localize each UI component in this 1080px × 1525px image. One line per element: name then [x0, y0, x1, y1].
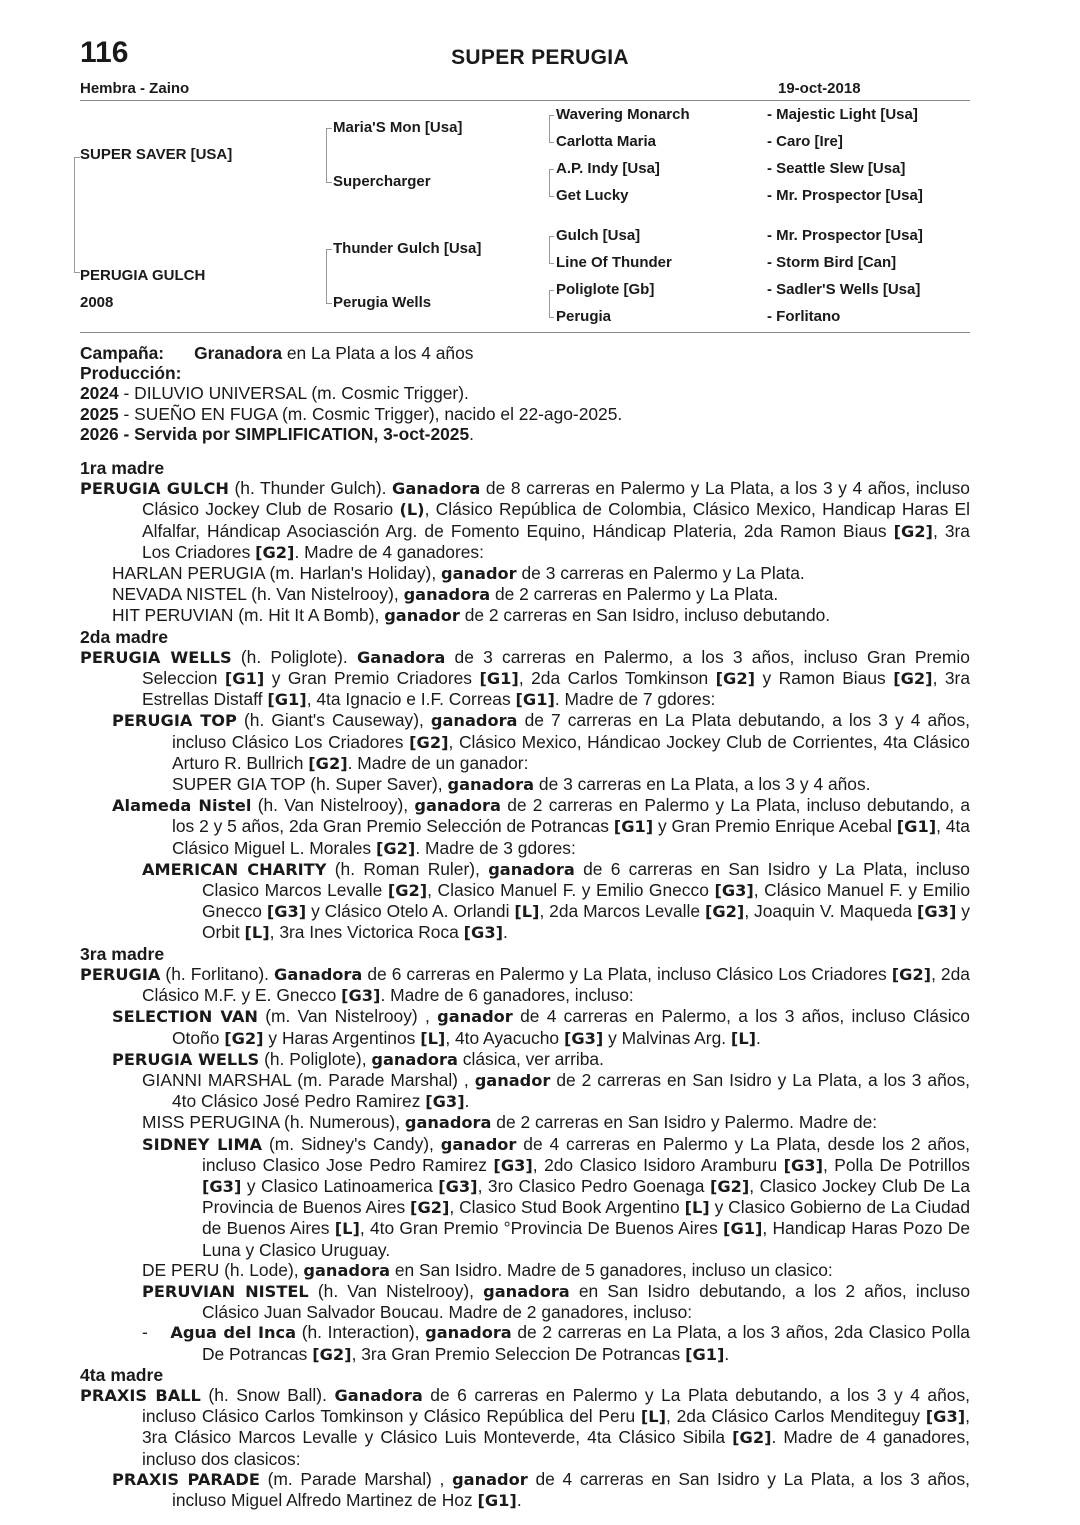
- production-item: [80, 383, 970, 403]
- offspring-entry: Alameda Nistel (h. Van Nistelrooy), ganadora de 2 carreras en Palermo y La Plata, incluso debutando, a los 2 y 5 años, 2da Gran Premio Selección de Potrancas [G1] y Gran Premio Enrique Acebal [G1], 4ta Clásico Miguel L. Morales [G2]. Madre de 3 gdores:: [112, 795, 970, 858]
- pedigree-sire: SUPER SAVER [USA]: [80, 146, 233, 163]
- pedigree-great-grandparent: Wavering Monarch: [556, 106, 690, 123]
- production-text: - Servida por SIMPLIFICATION, 3-oct-2025: [123, 423, 470, 444]
- pedigree-tick: [326, 182, 332, 183]
- offspring-entry: NEVADA NISTEL (h. Van Nistelrooy), ganadora de 2 carreras en Palermo y La Plata.: [112, 584, 779, 605]
- pedigree-bracket: [74, 157, 75, 272]
- pedigree-bracket: [549, 169, 550, 196]
- production-text: - DILUVIO UNIVERSAL (m. Cosmic Trigger).: [123, 383, 469, 404]
- dam-entry: PERUGIA GULCH (h. Thunder Gulch). Ganadora de 8 carreras en Palermo y La Plata, a los 3 y 4 años, incluso Clásico Jockey Club de Rosario (L), Clásico República de Colombia, Clásico Mexico, Handicap Haras El Alfalfar, Hándicap Asociasción Arg. de Fomento Equino, Hándicap Plateria, 2da Ramon Biaus [G2], 3ra Los Criadores [G2]. Madre de 4 ganadores:: [80, 478, 970, 562]
- dam-entry: PERUGIA WELLS (h. Poliglote). Ganadora de 3 carreras en Palermo, a los 3 años, incluso Gran Premio Seleccion [G1] y Gran Premio Criadores [G1], 2da Carlos Tomkinson [G2] y Ramon Biaus [G2], 3ra Estrellas Distaff [G1], 4ta Ignacio e I.F. Correas [G1]. Madre de 7 gdores:: [80, 646, 971, 710]
- offspring-entry: PRAXIS PARADE (m. Parade Marshal) , ganador de 4 carreras en San Isidro y La Plata, a los 3 años, incluso Miguel Alfredo Martinez de Hoz [G1].: [112, 1468, 970, 1510]
- pedigree-tick: [549, 169, 554, 170]
- pedigree-tick: [549, 142, 554, 143]
- offspring-entry: HARLAN PERUGIA (m. Harlan's Holiday), ganador de 3 carreras en Palermo y La Plata.: [112, 563, 805, 584]
- production-item: [80, 404, 970, 424]
- pedigree-tick: [549, 196, 554, 197]
- pedigree-tick: [549, 290, 554, 291]
- pedigree-great-grandparent: A.P. Indy [Usa]: [556, 160, 660, 177]
- offspring-entry: SUPER GIA TOP (h. Super Saver), ganadora de 3 carreras en La Plata, a los 3 y 4 años.: [172, 774, 871, 795]
- pedigree-great-grandparent: Carlotta Maria: [556, 133, 657, 150]
- campaign-detail: en La Plata a los 4 años: [286, 343, 474, 363]
- offspring-entry: PERUVIAN NISTEL (h. Van Nistelrooy), ganadora en San Isidro debutando, a los 2 años, incluso Clásico Juan Salvador Boucau. Madre de 2 ganadores, incluso:: [142, 1280, 970, 1323]
- pedigree-bracket: [326, 128, 327, 182]
- pedigree-grandparent: Perugia Wells: [333, 294, 432, 311]
- pedigree-tick: [74, 157, 80, 158]
- pedigree-tick: [74, 272, 80, 273]
- offspring-entry: PERUGIA TOP (h. Giant's Causeway), ganadora de 7 carreras en La Plata debutando, a los 3 y 4 años, incluso Clásico Los Criadores [G2], Clásico Mexico, Hándicao Jockey Club de Corrientes, 4ta Clásico Arturo R. Bullrich [G2]. Madre de un ganador:: [112, 710, 971, 773]
- offspring-entry: HIT PERUVIAN (m. Hit It A Bomb), ganador de 2 carreras en San Isidro, incluso debutando.: [112, 605, 831, 626]
- production-label: Producción:: [80, 363, 182, 384]
- dam-entry: PERUGIA (h. Forlitano). Ganadora de 6 carreras en Palermo y La Plata, incluso Clásico Los Criadores [G2], 2da Clásico M.F. y E. Gnecco [G3]. Madre de 6 ganadores, incluso:: [80, 963, 970, 1006]
- offspring-entry: SIDNEY LIMA (m. Sidney's Candy), ganador de 4 carreras en Palermo y La Plata, desde los 2 años, incluso Clasico Jose Pedro Ramirez [G3], 2do Clasico Isidoro Aramburu [G3], Polla De Potrillos [G3] y Clasico Latinoamerica [G3], 3ro Clasico Pedro Goenaga [G2], Clasico Jockey Club De La Provincia de Buenos Aires [G2], Clasico Stud Book Argentino [L] y Clasico Gobierno de La Ciudad de Buenos Aires [L], 4to Gran Premio °Provincia De Buenos Aires [G1], Handicap Haras Pozo De Luna y Clasico Uruguay.: [142, 1133, 971, 1260]
- offspring-entry: SELECTION VAN (m. Van Nistelrooy) , ganador de 4 carreras en Palermo, a los 3 años, incluso Clásico Otoño [G2] y Haras Argentinos [L], 4to Ayacucho [G3] y Malvinas Arg. [L].: [112, 1006, 970, 1048]
- pedigree-grandparent: Maria'S Mon [Usa]: [333, 119, 463, 136]
- pedigree-tick: [549, 263, 554, 264]
- pedigree-great-grandparent: Line Of Thunder: [556, 254, 672, 271]
- birth-date: 19-oct-2018: [778, 80, 861, 97]
- dam-entry: PRAXIS BALL (h. Snow Ball). Ganadora de 6 carreras en Palermo y La Plata debutando, a los 3 y 4 años, incluso Clásico Carlos Tomkinson y Clásico República del Peru [L], 2da Clásico Carlos Menditeguy [G3], 3ra Clásico Marcos Levalle y Clásico Luis Monteverde, 4ta Clásico Sibila [G2]. Madre de 4 ganadores, incluso dos clasicos:: [80, 1384, 970, 1469]
- offspring-entry: DE PERU (h. Lode), ganadora en San Isidro. Madre de 5 ganadores, incluso un clasico:: [142, 1259, 833, 1280]
- pedigree-rule: [80, 332, 970, 333]
- offspring-entry: - Agua del Inca (h. Interaction), ganadora de 2 carreras en La Plata, a los 3 años, 2da Clasico Polla De Potrancas [G2], 3ra Gran Premio Seleccion De Potrancas [G1].: [142, 1322, 970, 1364]
- campaign-line: [80, 343, 970, 363]
- offspring-entry: MISS PERUGINA (h. Numerous), ganadora de 2 carreras en San Isidro y Palermo. Madre de:: [142, 1112, 878, 1133]
- pedigree-tick: [326, 249, 332, 250]
- offspring-entry: PERUGIA WELLS (h. Poliglote), ganadora clásica, ver arriba.: [112, 1048, 604, 1069]
- pedigree-great-grandparent: Poliglote [Gb]: [556, 281, 655, 298]
- pedigree-great-great-grandparent: - Caro [Ire]: [767, 133, 843, 150]
- production-year: 2024: [80, 383, 119, 404]
- horse-name: SUPER PERUGIA: [451, 46, 629, 69]
- pedigree-great-grandparent: Gulch [Usa]: [556, 227, 641, 244]
- pedigree-bracket: [326, 249, 327, 303]
- third-dam-heading: 3ra madre: [80, 943, 165, 964]
- pedigree-great-grandparent: Perugia: [556, 308, 612, 325]
- pedigree-great-grandparent: Get Lucky: [556, 187, 629, 204]
- catalog-body: [80, 343, 970, 1511]
- production-item: 2026 - Servida por SIMPLIFICATION, 3-oct-2025.: [80, 423, 474, 444]
- campaign-label: Campaña:: [80, 343, 165, 363]
- pedigree-bracket: [549, 115, 550, 142]
- pedigree-great-great-grandparent: - Sadler'S Wells [Usa]: [767, 281, 921, 298]
- first-dam-heading: 1ra madre: [80, 458, 165, 479]
- pedigree-tick: [549, 317, 554, 318]
- offspring-entry: AMERICAN CHARITY (h. Roman Ruler), ganadora de 6 carreras en San Isidro y La Plata, incluso Clasico Marcos Levalle [G2], Clasico Manuel F. y Emilio Gnecco [G3], Clásico Manuel F. y Emilio Gnecco [G3] y Clásico Otelo A. Orlandi [L], 2da Marcos Levalle [G2], Joaquin V. Maqueda [G3] y Orbit [L], 3ra Ines Victorica Roca [G3].: [142, 858, 971, 943]
- production-text: - SUEÑO EN FUGA (m. Cosmic Trigger), nacido el 22-ago-2025.: [123, 403, 623, 424]
- pedigree-great-great-grandparent: - Mr. Prospector [Usa]: [767, 227, 923, 244]
- header-rule: [80, 100, 970, 101]
- offspring-entry: GIANNI MARSHAL (m. Parade Marshal) , ganador de 2 carreras en San Isidro y La Plata, a los 3 años, 4to Clásico José Pedro Ramirez [G3].: [142, 1069, 970, 1112]
- lot-number: 116: [80, 36, 129, 69]
- pedigree-tick: [326, 303, 332, 304]
- pedigree-bracket: [549, 290, 550, 317]
- pedigree-dam: PERUGIA GULCH: [80, 267, 206, 284]
- pedigree-bracket: [549, 236, 550, 263]
- second-dam-heading: 2da madre: [80, 626, 169, 647]
- pedigree-tick: [549, 115, 554, 116]
- production-year: 2025: [80, 403, 119, 424]
- campaign-result: Granadora: [194, 343, 283, 363]
- pedigree-great-great-grandparent: - Storm Bird [Can]: [767, 254, 897, 271]
- pedigree-great-great-grandparent: - Forlitano: [767, 308, 841, 325]
- pedigree-tick: [326, 128, 332, 129]
- fourth-dam-heading: 4ta madre: [80, 1364, 164, 1385]
- pedigree-great-great-grandparent: - Mr. Prospector [Usa]: [767, 187, 923, 204]
- pedigree-grandparent: Supercharger: [333, 173, 431, 190]
- pedigree-tick: [549, 236, 554, 237]
- sex-color: Hembra - Zaino: [80, 80, 190, 97]
- pedigree-great-great-grandparent: - Seattle Slew [Usa]: [767, 160, 906, 177]
- pedigree-dam-year: 2008: [80, 294, 114, 311]
- pedigree-grandparent: Thunder Gulch [Usa]: [333, 240, 482, 257]
- production-year: 2026: [80, 423, 119, 444]
- pedigree-great-great-grandparent: - Majestic Light [Usa]: [767, 106, 918, 123]
